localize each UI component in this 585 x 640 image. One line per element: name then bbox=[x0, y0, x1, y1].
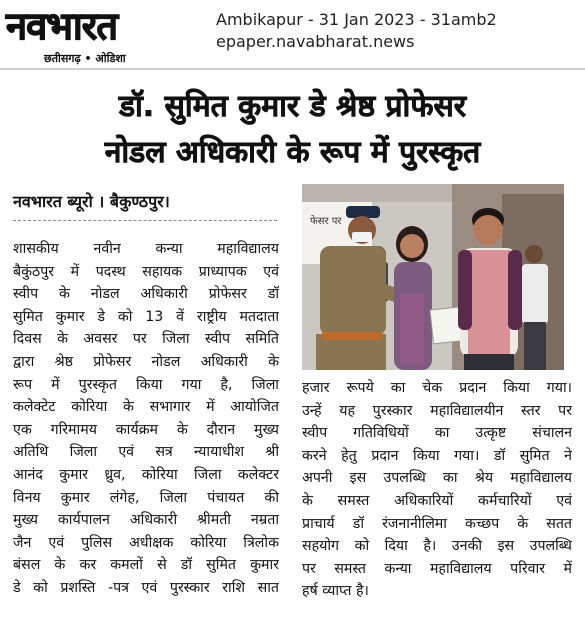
body-line: हर्ष व्याप्त है। bbox=[302, 583, 369, 600]
body-line: अपनी इस उपलब्धि का श्रेय महाविद्यालय bbox=[302, 470, 572, 487]
body-line: रूप में पुरस्कृत किया गया है, जिला bbox=[13, 376, 279, 393]
body-line: सहयोग को दिया है। उनकी इस उपलब्धि bbox=[302, 538, 572, 555]
article-photo bbox=[302, 184, 564, 370]
article-headline bbox=[0, 84, 585, 176]
body-line: प्राचार्य डॉ रंजनानीलिमा कच्छप के सतत bbox=[302, 515, 572, 532]
masthead-subtitle: छतीसगढ़ • ओडिशा bbox=[44, 52, 126, 65]
body-line: के समस्त अधिकारियों कर्मचारियों एवं bbox=[302, 492, 572, 509]
header bbox=[0, 0, 585, 72]
body-line: उन्हें यह पुरस्कार महाविद्यालयीन स्तर पर bbox=[302, 402, 572, 419]
headline-line-2: नोडल अधिकारी के रूप में पुरस्कृत bbox=[104, 135, 481, 170]
source-url: epaper.navabharat.news bbox=[216, 32, 415, 51]
body-line: विनय कुमार लंगेह, जिला पंचायत की bbox=[13, 489, 279, 506]
body-line: कलेक्टेट कोरिया के सभागार में आयोजित bbox=[13, 399, 279, 416]
body-line: जैन एवं पुलिस अधीक्षक कोरिया त्रिलोक bbox=[13, 534, 279, 551]
body-line: दिवस के अवसर पर जिला स्वीप समिति bbox=[13, 331, 279, 348]
body-line: पर समस्त कन्या महाविद्यालय परिवार में bbox=[302, 560, 572, 577]
body-line: एक गरिमामय कार्यक्रम के दौरान मुख्य bbox=[13, 421, 279, 438]
body-line: आनंद कुमार ध्रुव, कोरिया जिला कलेक्टर bbox=[13, 466, 279, 483]
newspaper-logo bbox=[6, 4, 204, 66]
headline-line-1: डॉ. सुमित कुमार डे श्रेष्ठ प्रोफेसर bbox=[118, 89, 467, 124]
body-line: हजार रूपये का चेक प्रदान किया गया। bbox=[302, 380, 572, 396]
body-line: डे को प्रशस्ति -पत्र एवं पुरस्कार राशि सात bbox=[13, 579, 279, 596]
byline-divider bbox=[13, 220, 277, 221]
body-line: सुमित कुमार डे को 13 वें राष्ट्रीय मतदाता bbox=[13, 308, 279, 325]
body-line: द्वारा श्रेष्ठ प्रोफेसर नोडल अधिकारी के bbox=[13, 353, 279, 370]
body-line: बैकुंठपुर में पदस्थ सहायक प्राध्यापक एवं bbox=[13, 263, 279, 280]
body-line: स्वीप गतिविधियों का उत्कृष्ट संचालन bbox=[302, 425, 572, 442]
article-body-left-column bbox=[13, 238, 279, 600]
masthead-title: नवभारत bbox=[6, 4, 117, 48]
body-line: शासकीय नवीन कन्या महाविद्यालय bbox=[13, 241, 279, 257]
article-body-right-column bbox=[302, 377, 572, 603]
edition-info: Ambikapur - 31 Jan 2023 - 31amb2 bbox=[216, 10, 497, 29]
article-byline: नवभारत ब्यूरो । बैकुण्ठपुर। bbox=[13, 192, 170, 211]
header-divider bbox=[0, 68, 585, 70]
body-line: करने हेतु प्रदान किया गया। डॉ सुमित ने bbox=[302, 447, 572, 464]
award-ceremony-photo bbox=[302, 184, 564, 370]
body-line: बंसल के कर कमलों से डॉ सुमित कुमार bbox=[13, 557, 279, 574]
body-line: मुख्य कार्यपालन अधिकारी श्रीमती नम्रता bbox=[13, 512, 279, 529]
body-line: स्वीप के नोडल अधिकारी प्रोफेसर डॉ bbox=[13, 286, 279, 303]
body-line: अतिथि जिला एवं सत्र न्यायाधीश श्री bbox=[13, 444, 279, 461]
photo-backdrop-text: फेसर पर bbox=[310, 216, 342, 227]
